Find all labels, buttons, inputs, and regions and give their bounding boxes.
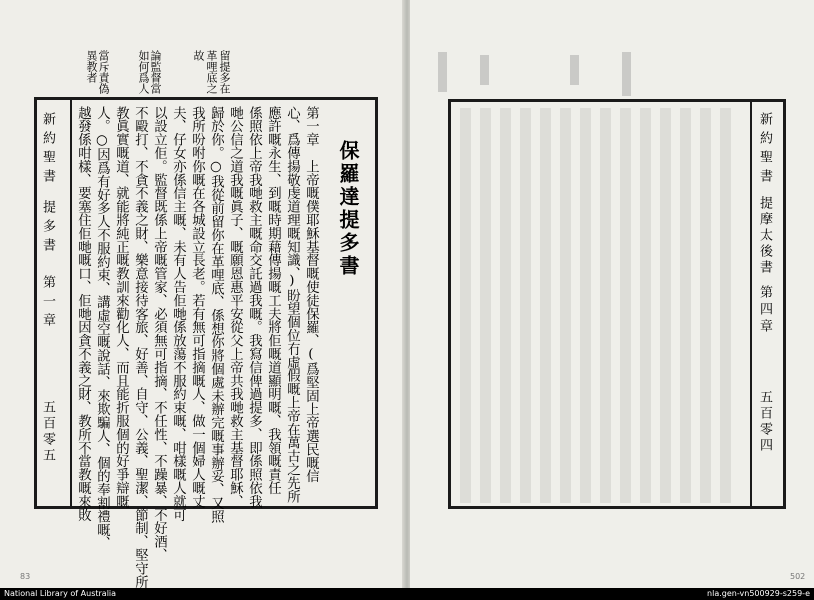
book-name: 提多書 [40,200,55,257]
bleed-through-line [570,55,579,85]
text-column: 越發係咁樣、要塞住佢哋嘅口、佢哋因貪不義之財、教所不當教嘅來敗 [75,106,91,522]
page-number: 五百零四 [757,390,772,454]
text-column: 哋公信之道我嘅眞子、嘅願恩惠平安從父上帝共我哋救主基督耶穌、 [227,106,243,508]
left-page [0,0,405,588]
chapter-label: 第一章 [40,275,55,332]
text-column: 係照依上帝我哋救主嘅命交託過我嘅。我寫信俾過提多、即係照依我 [246,106,262,508]
text-column: 心、爲傳揚敬虔道理嘅知識、)盼望個位冇虛假嘅上帝在萬古之先所 [284,106,300,503]
book-title: 新約聖書 [40,112,55,188]
text-column: 人。○因爲有好多人不服約束、講虛空嘅說話、來欺騙人、個的奉割禮嘅、 [94,106,110,550]
text-column: 夫、仔女亦係信主嘅、未有人告佢哋係放蕩不服約束嘅、咁樣嘅人就可 [170,106,186,522]
header-divider [750,102,752,506]
page-number: 五百零五 [40,400,55,464]
marginal-note: 異教者 [85,50,98,83]
marginal-note: 當斥責偽 [97,50,110,94]
marginal-note: 如何爲人 [137,50,150,94]
text-column: 應許嘅永生、到嘅時期藉傳揚嘅工夫將佢嘅道顯明嘅、我領嘅責任 [265,106,281,495]
bleed-through-ghost [276,62,286,72]
folio-mark: 83 [20,572,31,581]
header-divider [70,100,72,506]
marginal-note: 留提多在 [218,50,231,94]
text-column: 我所吩咐你嘅在各城設立長老。若有無可指摘嘅人、做一個婦人嘅丈 [189,106,205,508]
text-column: 以設立佢。監督既係上帝嘅管家、必須無可指摘、不任性、不躁暴、不好酒、 [151,106,167,562]
marginal-note: 論監督當 [149,50,162,94]
text-column: 教眞實嘅道、就能將純正嘅教訓來勸化人、而且能折服個的好爭辯嘅 [113,106,129,508]
folio-mark: 502 [790,572,806,581]
text-column: 歸於你。○我從前留你在革哩底、係想你將個處未辦完嘅事辦妥、又照 [208,106,224,523]
bleed-through-line [480,55,489,85]
footer-identifier: nla.gen-vn500929-s259-e [707,589,810,598]
footer-bar [0,588,814,600]
text-column: 不毆打、不貪不義之財、樂意接待客旅、好善、自守、公義、聖潔、節制、堅守所 [132,106,148,589]
right-page [410,0,814,588]
marginal-note: 革哩底之 [205,50,218,94]
book-title: 新約聖書 [757,112,772,188]
text-frame [448,99,786,509]
book-heading: 保羅達提多書 [336,140,360,278]
marginal-note: 故 [192,50,205,61]
footer-credit: National Library of Australia [4,589,117,598]
bleed-through-line [622,52,631,96]
chapter-label: 第四章 [757,285,772,336]
book-name: 提摩太後書 [757,196,772,276]
text-column: 第一章 上帝嘅僕耶穌基督嘅使徒保羅、(爲堅固上帝選民嘅信 [303,106,319,483]
bleed-through-line [438,52,447,92]
